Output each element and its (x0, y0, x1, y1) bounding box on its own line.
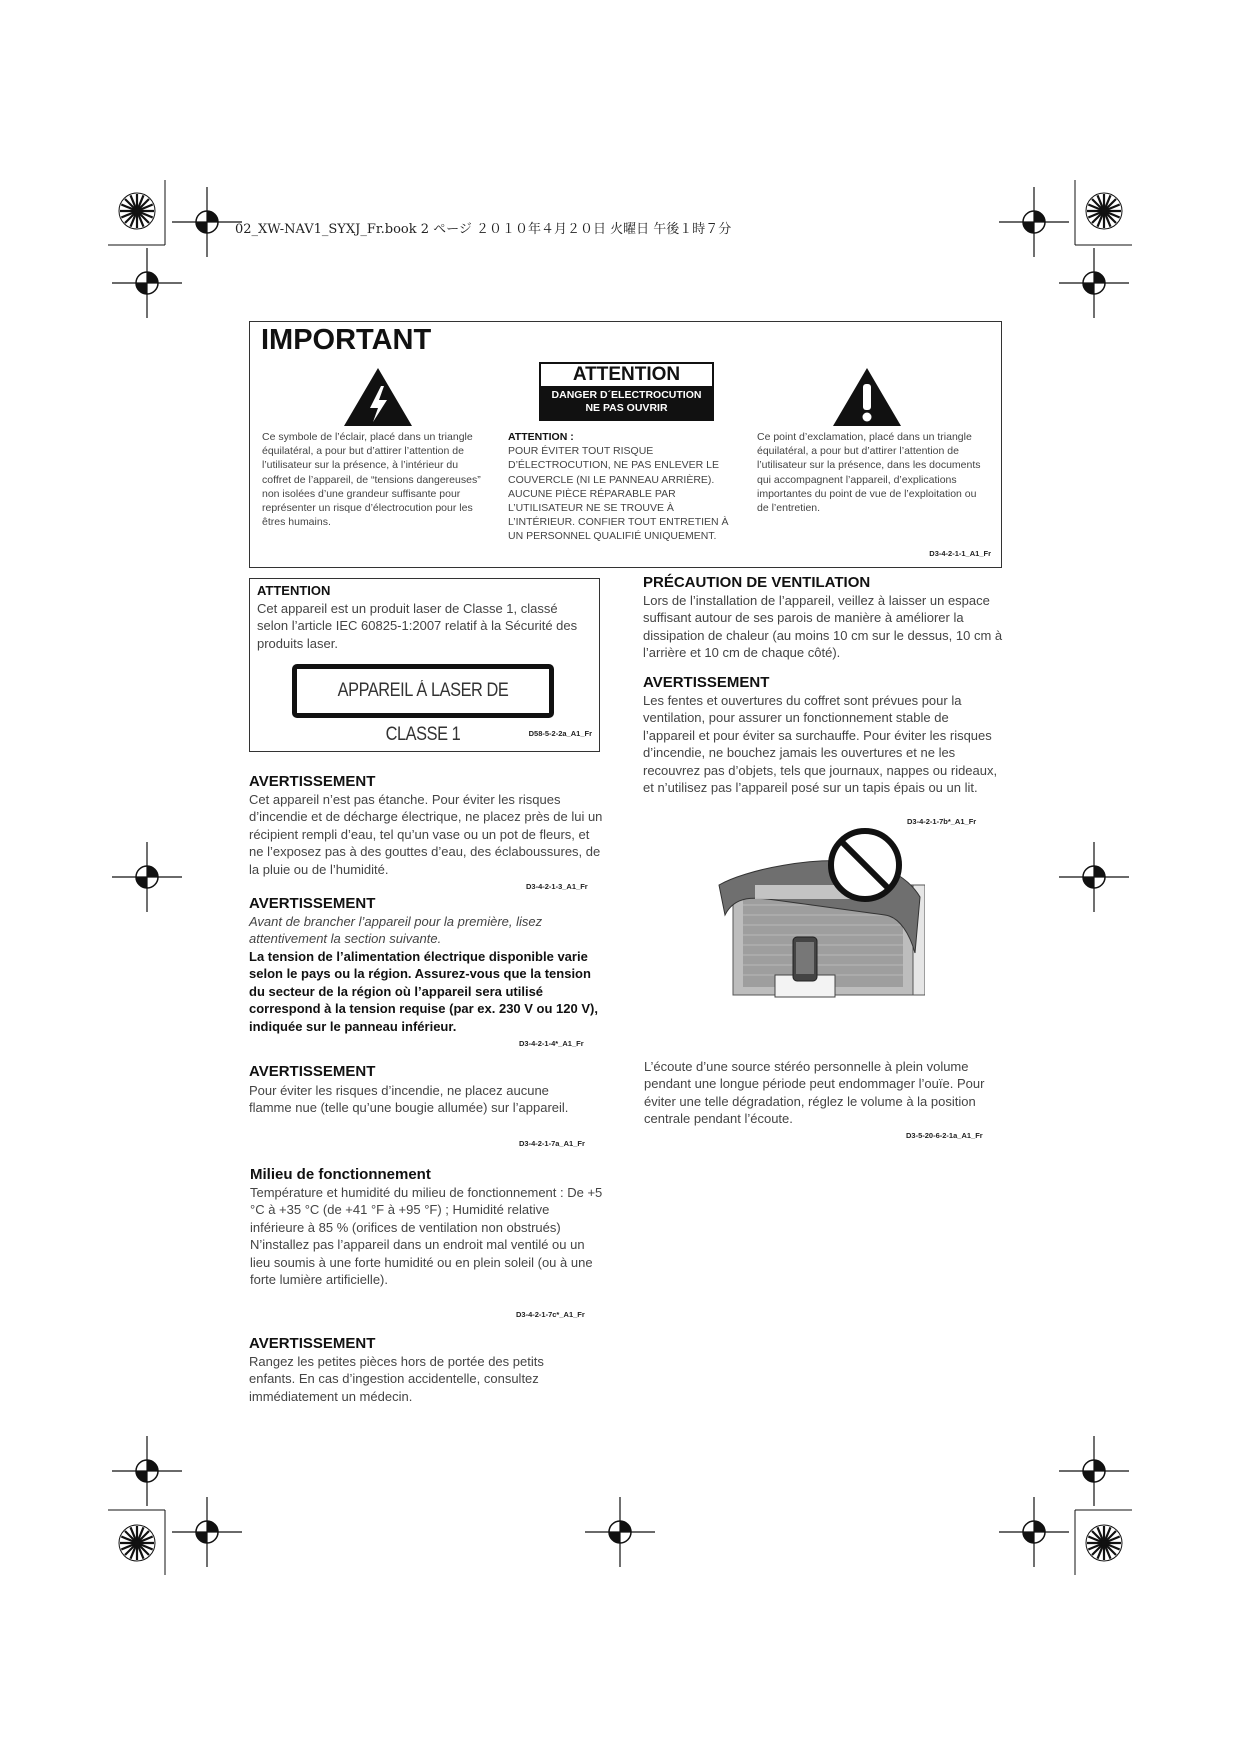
doc-code: D3-4-2-1-1_A1_Fr (929, 549, 991, 558)
doc-code: D58-5-2-2a_A1_Fr (528, 729, 592, 738)
section-text: Pour éviter les risques d’incendie, ne placez aucune flamme nue (telle qu’une bougie allumée) sur l’appareil. (249, 1083, 569, 1116)
section-text: L’écoute d’une source stéréo personnelle à plein volume pendant une longue période peut endommager l’ouïe. Pour éviter une telle dégradation, réglez le volume à la position centrale pendant l’écoute. (644, 1059, 985, 1127)
lightning-warning-icon (342, 366, 414, 428)
section-title: AVERTISSEMENT (249, 1335, 376, 1352)
section-title: AVERTISSEMENT (249, 895, 376, 912)
laser-text: Cet appareil est un produit laser de Classe 1, classé selon l’article IEC 60825-1:2007 relatif à la Sécurité des produits laser. (257, 601, 578, 651)
exclamation-warning-icon (831, 366, 903, 428)
doc-code: D3-4-2-1-4*_A1_Fr (519, 1039, 584, 1048)
doc-code: D3-4-2-1-7a_A1_Fr (519, 1139, 585, 1148)
lightning-description: Ce symbole de l’éclair, placé dans un triangle équilatéral, a pour but d’attirer l’attention de l’utilisateur sur la présence, à l’intérieur du coffret de l’appareil, de “tensions dangereuses” non isolées d’une grandeur suffisante pour représenter un risque d’électrocution pour les êtres humains. (262, 431, 481, 529)
doc-code: D3-5-20-6-2-1a_A1_Fr (906, 1131, 983, 1140)
exclamation-description: Ce point d’exclamation, placé dans un triangle équilatéral, a pour but d’attirer l’attention de l’utilisateur sur la présence, dans les documents qui accompagnent l’appareil, d’explications importantes du point de vue de l’exploitation ou de l’entretien. (757, 431, 981, 515)
attention-label-box (539, 362, 714, 421)
section-text: Rangez les petites pièces hors de portée des petits enfants. En cas d’ingestion accidentelle, consultez immédiatement un médecin. (249, 1354, 544, 1404)
section-text: Cet appareil n’est pas étanche. Pour éviter les risques d’incendie et de décharge électrique, ne placez près de lui un récipient rempli d’eau, tel qu’un vase ou un pot de fleurs, et ne l’exposez pas à des gouttes d’eau, des éclaboussures, de la pluie ou de l’humidité. (249, 792, 603, 877)
section-bold-text: La tension de l’alimentation électrique disponible varie selon le pays ou la région. Assurez-vous que la tension du secteur de la région où l’appareil sera utilisé correspond à la tension requise (par ex. 230 V ou 120 V), indiquée sur le panneau inférieur. (249, 949, 598, 1034)
covered-speaker-illustration (715, 825, 925, 1020)
attention-heading: ATTENTION : (508, 431, 574, 443)
section-title: AVERTISSEMENT (643, 674, 770, 691)
laser-box (249, 578, 600, 752)
file-header: 02_XW-NAV1_SYXJ_Fr.book 2 ページ ２０１０年４月２０日 火曜日 午後１時７分 (235, 222, 732, 237)
section-title: AVERTISSEMENT (249, 773, 376, 790)
doc-code: D3-4-2-1-3_A1_Fr (526, 882, 588, 891)
section-title: PRÉCAUTION DE VENTILATION (643, 574, 871, 591)
attention-sub-2: NE PAS OUVRIR (585, 402, 668, 414)
attention-sub-1: DANGER D´ELECTROCUTION (551, 389, 702, 401)
section-title: Milieu de fonctionnement (250, 1166, 431, 1183)
laser-class-text: APPAREIL Á LASER DE CLASSE 1 (337, 680, 509, 745)
section-title: AVERTISSEMENT (249, 1063, 376, 1080)
doc-code: D3-4-2-1-7b*_A1_Fr (907, 817, 977, 826)
important-title: IMPORTANT (261, 324, 432, 356)
section-text: Température et humidité du milieu de fonctionnement : De +5 °C à +35 °C (de +41 °F à +95 °F) ; Humidité relative inférieure à 85 % (orifices de ventilation non obstrués) N’installez pas l’appareil dans un endroit mal ventilé ou un lieu soumis à une forte humidité ou en plein soleil (ou à une forte lumière artificielle). (250, 1185, 603, 1288)
doc-code: D3-4-2-1-7c*_A1_Fr (516, 1310, 585, 1319)
section-text: Lors de l’installation de l’appareil, veillez à laisser un espace suffisant autour de ses parois de manière à améliorer la dissipation de chaleur (au moins 10 cm sur le dessus, 10 cm à l’arrière et 10 cm de chaque côté). (643, 593, 1003, 661)
laser-class-label (292, 664, 554, 745)
section-italic-text: Avant de brancher l’appareil pour la première, lisez attentivement la section suivante. (249, 914, 543, 947)
important-box (249, 321, 1002, 568)
attention-text: POUR ÉVITER TOUT RISQUE D’ÉLECTROCUTION, NE PAS ENLEVER LE COUVERCLE (NI LE PANNEAU ARRIÈRE). AUCUNE PIÈCE RÉPARABLE PAR L’UTILISATEUR NE SE TROUVE À L’INTÉRIEUR. CONFIER TOUT ENTRETIEN À UN PERSONNEL QUALIFIÉ UNIQUEMENT. (508, 445, 729, 543)
section-text: Les fentes et ouvertures du coffret sont prévues pour la ventilation, pour assurer un fonctionnement stable de l’appareil et pour éviter sa surchauffe. Pour éviter les risques d’incendie, ne bouchez jamais les ouvertures et ne les recouvrez pas d’objets, tels que journaux, nappes ou rideaux, et n’utilisez pas l’appareil posé sur un tapis épais ou un lit. (643, 693, 998, 796)
attention-label: ATTENTION (541, 364, 712, 386)
laser-heading: ATTENTION (257, 583, 331, 598)
